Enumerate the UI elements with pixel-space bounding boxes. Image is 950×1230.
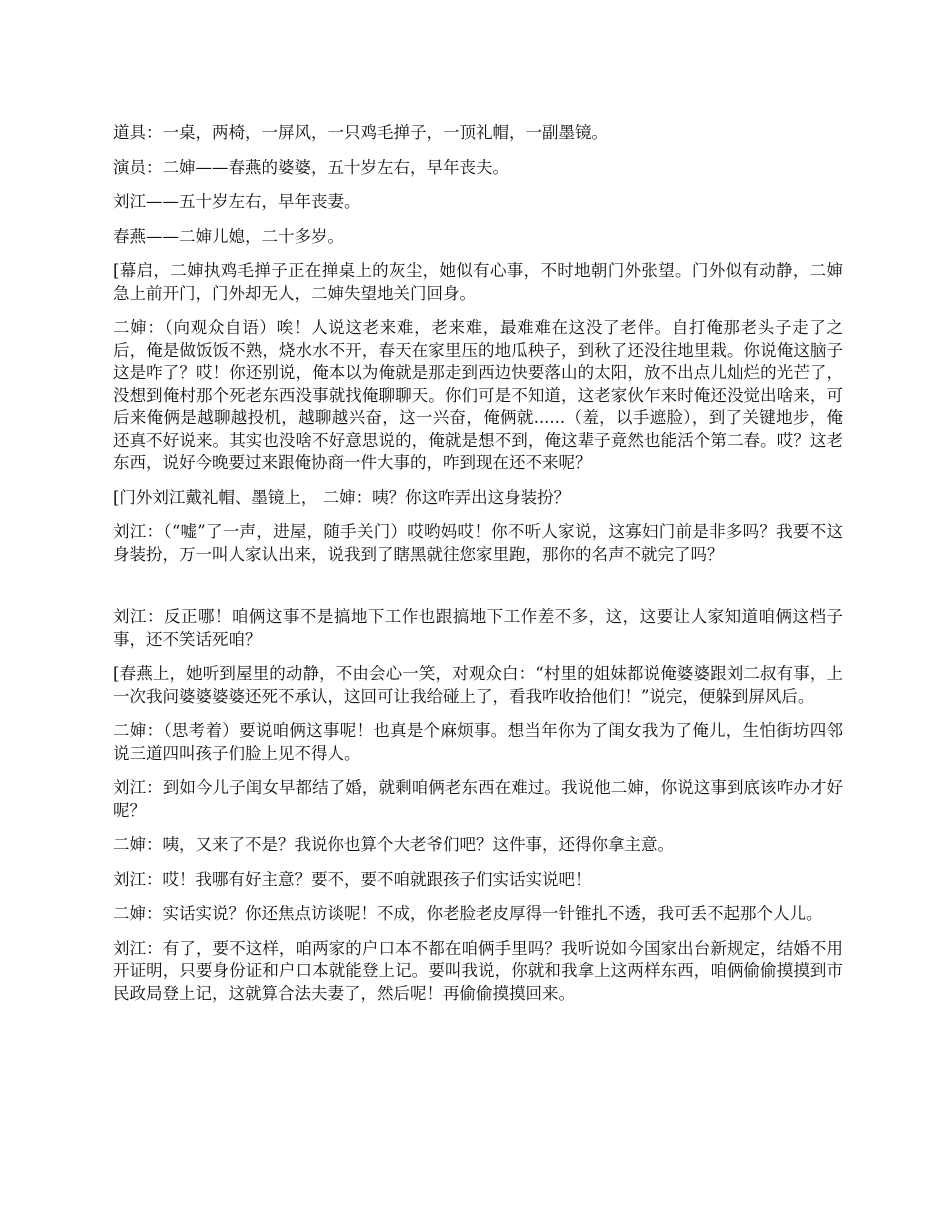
paragraph-cast-liujiang: 刘江——五十岁左右，早年丧妻。 xyxy=(113,192,361,211)
paragraph-erhshen-refuse: 二婶：实话实说？你还焦点访谈呢！不成，你老脸老皮厚得一针锥扎不透，我可丢不起那个人儿。 xyxy=(113,904,823,923)
paragraph-liujiang-enters: [门外刘江戴礼帽、墨镜上， 二婶：咦？你这咋弄出这身装扮？ xyxy=(113,487,571,507)
paragraph-cast-erhshen: 演员：二婶——春燕的婆婆，五十岁左右，早年丧夫。 xyxy=(113,157,509,177)
paragraph-erhshen-monologue: 二婶：（向观众自语）唉！人说这老来难，老来难，最难难在这没了老伴。自打俺那老头子走了之后，俺是做饭饭不熟，烧水水不开，春天在家里压的地瓜秧子，到秋了还没往地里栽。你说俺这脑子这是咋了？哎！你还别说，俺本以为俺就是那走到西边快要落山的太阳，放不出点儿灿烂的光芒了，没想到俺村那个死老东西没事就找俺聊聊天。你们可是不知道，这老家伙乍来时俺还没觉出啥来，可后来俺俩是越聊越投机，越聊越兴奋，这一兴奋，俺俩就......（羞，以手遮脸），到了关键地步，俺还真不好说来。其实也没啥不好意思说的，俺就是想不到，俺这辈子竟然也能活个第二春。哎？这老东西，说好今晚要过来跟俺协商一件大事的，咋到现在还不来呢？ xyxy=(113,318,843,472)
paragraph-liujiang-plan: 刘江：有了，要不这样，咱两家的户口本不都在咱俩手里吗？我听说如今国家出台新规定，结婚不用开证明，只要身份证和户口本就能登上记。要叫我说，你就和我拿上这两样东西，咱俩偷偷摸摸到市民政局登上记，这就算合法夫妻了，然后呢！再偷偷摸摸回来。 xyxy=(113,938,843,1003)
paragraph-liujiang-asks: 刘江：到如今儿子闺女早都结了婚，就剩咱俩老东西在难过。我说他二婶，你说这事到底该咋办才好呢？ xyxy=(113,778,843,820)
paragraph-stage-direction-opening: [幕启，二婶执鸡毛掸子正在掸桌上的灰尘，她似有心事，不时地朝门外张望。门外似有动静，二婶急上前开门，门外却无人，二婶失望地关门回身。 xyxy=(113,261,843,303)
paragraph-liujiang-disguise: 刘江：（“嘘”了一声，进屋，随手关门）哎哟妈哎！你不听人家说，这寡妇门前是非多吗？我要不这身装扮，万一叫人家认出来，说我到了瞎黑就往您家里跑，那你的名声不就完了吗？ xyxy=(113,522,843,564)
paragraph-cast-chunyan: 春燕——二婶儿媳，二十多岁。 xyxy=(113,226,344,246)
paragraph-chunyan-enters: [春燕上，她听到屋里的动静，不由会心一笑，对观众白：“村里的姐妹都说俺婆婆跟刘二叔有事，上一次我问婆婆婆婆还死不承认，这回可让我给碰上了，看我咋收拾他们！”说完，便躲到屏风后。 xyxy=(113,664,843,706)
section-gap xyxy=(113,578,843,606)
paragraph-liujiang-truth: 刘江：哎！我哪有好主意？要不，要不咱就跟孩子们实话实说吧！ xyxy=(113,869,592,889)
paragraph-props: 道具：一桌，两椅，一屏风，一只鸡毛掸子，一顶礼帽，一副墨镜。 xyxy=(113,123,608,142)
paragraph-liujiang-underground: 刘江：反正哪！咱俩这事不是搞地下工作也跟搞地下工作差不多，这，这要让人家知道咱俩这档子事，还不笑话死咱？ xyxy=(113,607,843,649)
document-page xyxy=(113,122,843,1017)
paragraph-erhshen-decide: 二婶：咦，又来了不是？我说你也算个大老爷们吧？这件事，还得你拿主意。 xyxy=(113,835,674,854)
paragraph-erhshen-thinking: 二婶：（思考着）要说咱俩这事呢！也真是个麻烦事。想当年你为了闺女我为了俺儿，生怕街坊四邻说三道四叫孩子们脸上见不得人。 xyxy=(113,721,843,763)
